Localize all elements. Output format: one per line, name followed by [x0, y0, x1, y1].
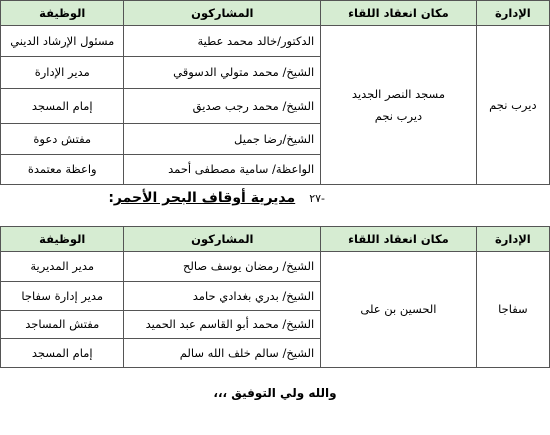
header-participants: المشاركون — [124, 1, 321, 26]
participant-cell: الشيخ/ بدري بغدادي حامد — [124, 282, 321, 311]
participant-cell: الدكتور/خالد محمد عطية — [124, 26, 321, 57]
participant-cell: الشيخ/ رمضان يوسف صالح — [124, 252, 321, 282]
participant-cell: الواعظة/ سامية مصطفى أحمد — [124, 155, 321, 185]
job-cell: إمام المسجد — [1, 339, 124, 368]
admin-cell: سفاجا — [476, 252, 549, 368]
table-header-row — [1, 1, 550, 26]
table-header-row — [1, 227, 550, 252]
header-job: الوظيفة — [1, 227, 124, 252]
place-line-2: ديرب نجم — [374, 109, 423, 123]
place-cell: الحسين بن على — [321, 252, 477, 368]
header-participants: المشاركون — [124, 227, 321, 252]
participant-cell: الشيخ/ سالم خلف الله سالم — [124, 339, 321, 368]
job-cell: مفتش المساجد — [1, 311, 124, 339]
job-cell: مدير إدارة سفاجا — [1, 282, 124, 311]
job-cell: مفتش دعوة — [1, 124, 124, 155]
place-line-1: مسجد النصر الجديد — [351, 86, 445, 101]
section-heading — [108, 190, 325, 206]
participant-cell: الشيخ/ محمد متولي الدسوقي — [124, 57, 321, 89]
header-place: مكان انعقاد اللقاء — [321, 1, 477, 26]
table-row — [1, 26, 550, 57]
section-number: -٢٧ — [309, 192, 325, 205]
place-cell — [321, 26, 477, 185]
job-cell: واعظة معتمدة — [1, 155, 124, 185]
job-cell: إمام المسجد — [1, 89, 124, 124]
header-place: مكان انعقاد اللقاء — [321, 227, 477, 252]
section-colon: : — [108, 190, 114, 206]
header-job: الوظيفة — [1, 1, 124, 26]
closing-text: والله ولي التوفيق ،،، — [213, 386, 337, 400]
job-cell: مدير المديرية — [1, 252, 124, 282]
participants-table-2 — [0, 226, 550, 368]
participant-cell: الشيخ/رضا جميل — [124, 124, 321, 155]
job-cell: مسئول الإرشاد الديني — [1, 26, 124, 57]
table-row — [1, 252, 550, 282]
job-cell: مدير الإدارة — [1, 57, 124, 89]
section-title: مديرية أوقاف البحر الأحمر — [113, 190, 296, 206]
header-admin: الإدارة — [476, 1, 549, 26]
participant-cell: الشيخ/ محمد أبو القاسم عبد الحميد — [124, 311, 321, 339]
participant-cell: الشيخ/ محمد رجب صديق — [124, 89, 321, 124]
participants-table-1 — [0, 0, 550, 185]
header-admin: الإدارة — [476, 227, 549, 252]
admin-cell: ديرب نجم — [476, 26, 549, 185]
